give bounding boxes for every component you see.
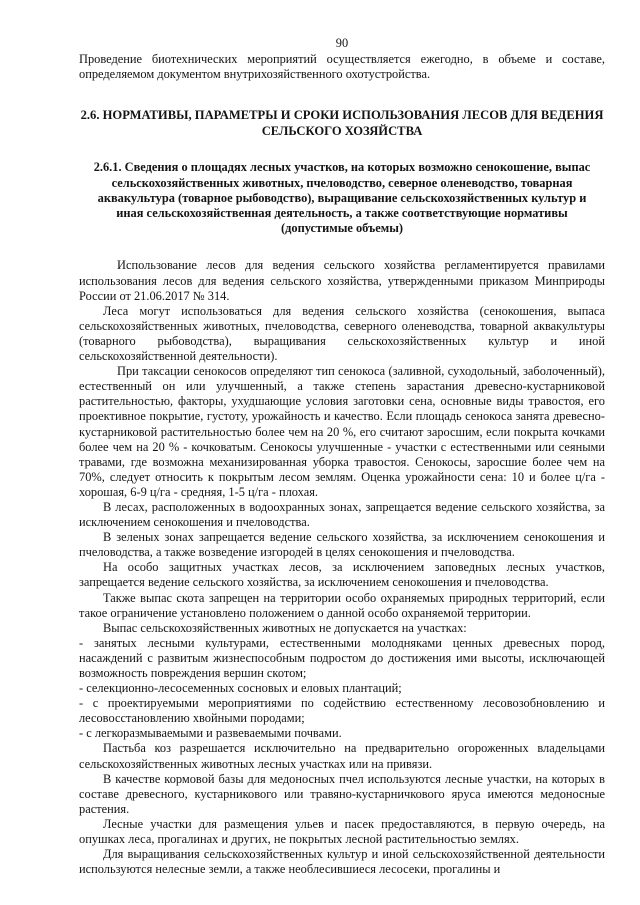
list-item: - селекционно-лесосеменных сосновых и еловых плантаций; [79,681,402,696]
paragraph-bee-forage: В качестве кормовой базы для медоносных пчел используются лесные участки, на которых в составе древесного, кустарникового или травяно-кустарничкового яруса имеются медоносные растения. [79,771,605,816]
list-item: - занятых лесными культурами, естественными молодняками ценных древесных пород, насаждений с развитым жизнеспособным подростом до достижения ими высоты, исключающей возможность повреждения вершин скотом; [79,635,605,681]
list-item: - с легкоразмываемыми и развеваемыми почвами. [79,726,342,741]
section-body [79,258,605,877]
paragraph-apiaries: Лесные участки для размещения ульев и пасек предоставляются, в первую очередь, на опушках леса, прогалинах и других, не покрытых лесной растительностью землях. [79,816,605,847]
paragraph-protective-areas: На особо защитных участках лесов, за исключением заповедных лесных участков, запрещается ведение сельского хозяйства, за исключением сенокошения и пчеловодства. [79,560,605,590]
document-page [79,36,605,877]
paragraph-hayfield-survey: При таксации сенокосов определяют тип сенокоса (заливной, суходольный, заболоченный), естественный он или улучшенный, а также степень зарастания древесно-кустарниковой растительностью, факторы, ухудшающие условия заготовки сена, основные виды травостоя, его проективное покрытие, густоту, урожайность и качество. Если площадь сенокоса занята древесно-кустарниковой растительностью более чем на 20 %, его считают заросшим, если покрыта кочками более чем на 20 % - кочковатым. Сенокосы улучшенные - участки с естественными или сеяными травами, где возможна механизированная уборка травостоя. Сенокосы, заросшие более чем на 70%, следует относить к покрытым лесом землям. Оценка урожайности сена: 10 и более ц/га - хорошая, 6-9 ц/га - средняя, 1-5 ц/га - плохая. [79,364,605,499]
intro-paragraph: Проведение биотехнических мероприятий осуществляется ежегодно, в объеме и составе, определяемом документом внутрихозяйственного охотустройства. [79,52,605,82]
page-number: 90 [335,36,349,50]
paragraph-protected-territories: Также выпас скота запрещен на территории особо охраняемых природных территорий, если такое ограничение установлено положением о данной особо охраняемой территории. [79,590,605,620]
list-item: - с проектируемыми мероприятиями по содействию естественному лесовозобновлению и лесовосстановлению хвойными породами; [79,696,605,726]
subsection-heading: 2.6.1. Сведения о площадях лесных участков, на которых возможно сенокошение, выпас сельскохозяйственных животных, пчеловодство, северное оленеводство, товарная аквакультура (товарное рыбоводство), выращивание сельскохозяйственных культур и иная сельскохозяйственная деятельность, а также соответствующие нормативы (допустимые объемы) [93,160,591,236]
paragraph-regulation: Использование лесов для ведения сельского хозяйства регламентируется правилами использования лесов для ведения сельского хозяйства, утвержденными приказом Минприроды России от 21.06.2017 № 314. [79,258,605,303]
paragraph-crop-growing: Для выращивания сельскохозяйственных культур и иной сельскохозяйственной деятельности используются нелесные земли, а также необлесившиеся лесосеки, прогалины и [79,847,605,877]
paragraph-goat-grazing: Пастьба коз разрешается исключительно на предварительно огороженных владельцами сельскохозяйственных животных лесных участках или на привязи. [79,741,605,771]
paragraph-grazing-restrictions: Выпас сельскохозяйственных животных не допускается на участках: [103,620,467,635]
paragraph-forest-use: Леса могут использоваться для ведения сельского хозяйства (сенокошения, выпаса сельскохозяйственных животных, пчеловодства, северного оленеводства, товарной аквакультуры (товарного рыбоводства), выращивания сельскохозяйственных культур и иной сельскохозяйственной деятельности). [79,303,605,364]
paragraph-green-zones: В зеленых зонах запрещается ведение сельского хозяйства, за исключением сенокошения и пчеловодства, а также возведение изгородей в целях сенокошения и пчеловодства. [79,530,605,560]
section-heading: 2.6. НОРМАТИВЫ, ПАРАМЕТРЫ И СРОКИ ИСПОЛЬЗОВАНИЯ ЛЕСОВ ДЛЯ ВЕДЕНИЯ СЕЛЬСКОГО ХОЗЯЙСТВА [80,108,604,138]
paragraph-water-protection: В лесах, расположенных в водоохранных зонах, запрещается ведение сельского хозяйства, за исключением сенокошения и пчеловодства. [79,499,605,530]
